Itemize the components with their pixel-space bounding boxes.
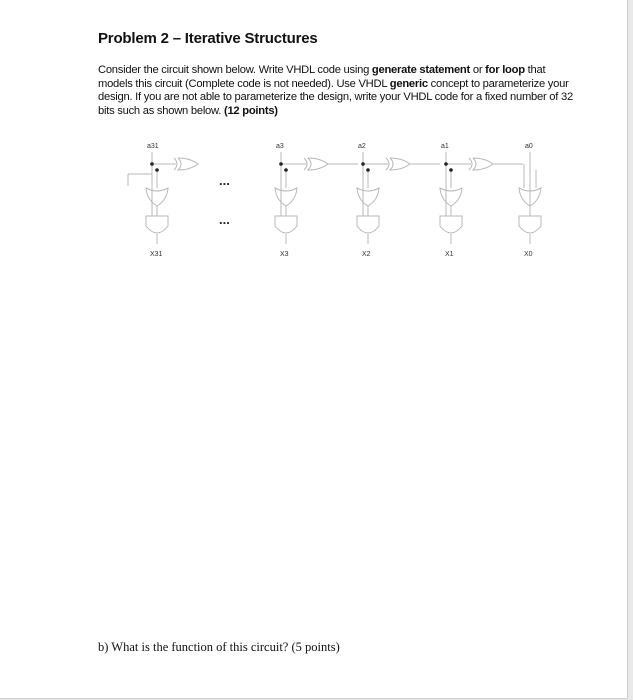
output-label-x31: X31 bbox=[150, 251, 163, 258]
xor-gate bbox=[386, 158, 410, 170]
stage-1 bbox=[440, 152, 523, 244]
problem-statement bbox=[98, 64, 578, 118]
problem-points: (12 points) bbox=[223, 104, 278, 117]
output-label-x2: X2 bbox=[362, 251, 371, 258]
input-label-a0: a0 bbox=[525, 143, 533, 150]
stage-3 bbox=[275, 152, 358, 244]
input-label-a1: a1 bbox=[441, 143, 449, 150]
ellipsis-bottom: ... bbox=[219, 212, 230, 227]
circuit-diagram bbox=[0, 130, 627, 410]
xor-gate bbox=[469, 158, 493, 170]
xor-gate bbox=[174, 158, 198, 170]
and-gate bbox=[146, 216, 168, 233]
and-gate bbox=[357, 216, 379, 233]
and-gate bbox=[275, 216, 297, 233]
xor-gate bbox=[304, 158, 328, 170]
input-label-a2: a2 bbox=[358, 143, 366, 150]
stage-2 bbox=[357, 152, 440, 244]
input-label-a3: a3 bbox=[276, 143, 284, 150]
or-gate bbox=[146, 188, 168, 206]
output-label-x1: X1 bbox=[445, 251, 454, 258]
output-label-x3: X3 bbox=[280, 251, 289, 258]
or-gate bbox=[440, 188, 462, 206]
output-label-x0: X0 bbox=[524, 251, 533, 258]
problem-keyword-generate: generate statement bbox=[371, 64, 470, 76]
stage-31 bbox=[128, 152, 198, 244]
and-gate bbox=[440, 216, 462, 233]
stage-0 bbox=[519, 152, 541, 244]
and-gate bbox=[519, 216, 541, 233]
problem-text-1: Consider the circuit shown below. Write VHDL code using bbox=[98, 64, 372, 76]
or-gate bbox=[275, 188, 297, 206]
question-b: b) What is the function of this circuit? (5 points) bbox=[98, 640, 340, 654]
problem-title: Problem 2 – Iterative Structures bbox=[98, 30, 318, 47]
ellipsis-top: ... bbox=[219, 173, 230, 188]
problem-keyword-generic: generic bbox=[389, 77, 428, 90]
input-label-a31: a31 bbox=[147, 143, 159, 150]
problem-text-2: or bbox=[470, 64, 486, 76]
problem-text-3: that models this circuit (Complete code is not needed). Use VHDL bbox=[98, 64, 546, 90]
or-gate bbox=[357, 188, 379, 206]
problem-keyword-for-loop: for loop bbox=[485, 64, 525, 76]
problem-text-4: concept to parameterize your design. If you are not able to parameterize the design, write your VHDL code for a fixed number of 32 bits such as shown below. bbox=[98, 77, 573, 117]
